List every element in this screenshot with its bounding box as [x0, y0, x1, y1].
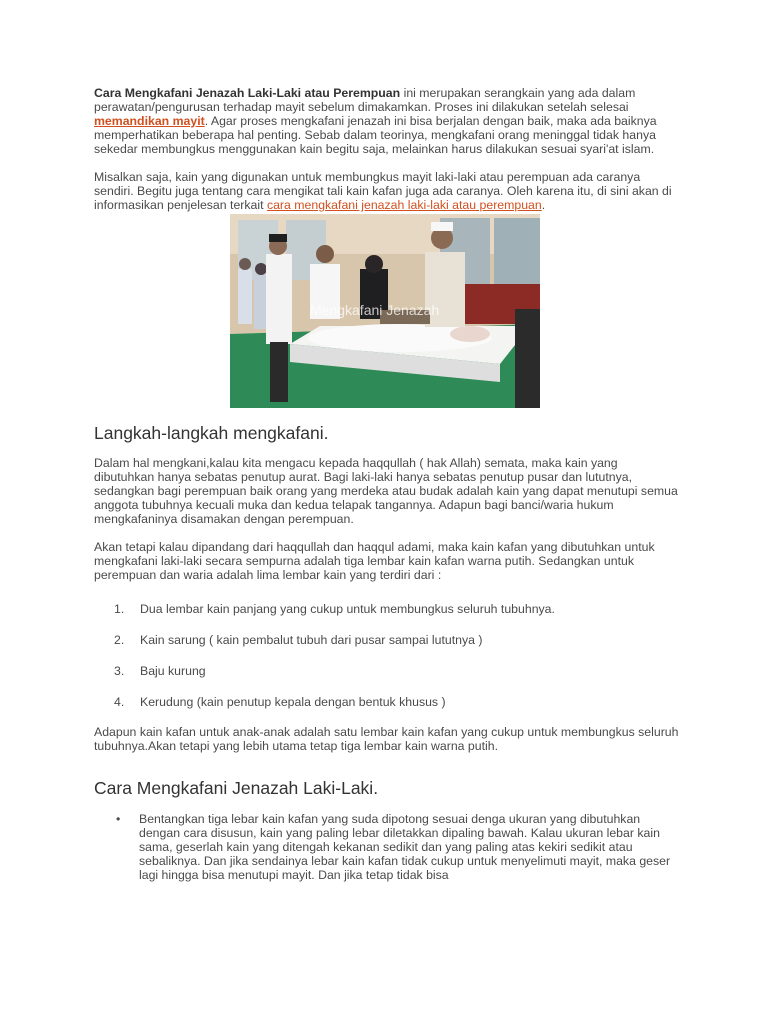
intro-paragraph [94, 86, 679, 156]
list-number: 1. [114, 602, 125, 616]
list-item [94, 602, 679, 616]
para2-end: . [541, 198, 546, 212]
kain-list [94, 602, 679, 709]
intro-text-a: ini merupakan serangkain yang ada dalam perawatan/pengurusan terhadap mayit sebelum dimakamkan. Proses ini dilakukan setelah selesai [94, 86, 636, 114]
list-text: Kain sarung ( kain pembalut tubuh dari pusar sampai lututnya ) [140, 633, 483, 647]
section-heading-langkah: Langkah-langkah mengkafani. [94, 423, 329, 443]
second-paragraph [94, 170, 679, 212]
list-item [94, 633, 679, 647]
list-number: 4. [114, 695, 125, 709]
list-text: Baju kurung [140, 664, 206, 678]
article-photo [230, 214, 540, 408]
list-item [94, 664, 679, 678]
steps-list [94, 812, 679, 882]
intro-text-b: . Agar proses mengkafani jenazah ini bisa berjalan dengan baik, maka ada baiknya memperhatikan beberapa hal penting. Sebab dalam teorinya, mengkafani orang meninggal tidak hanya sekedar membungkus menggunakan kain begitu saja, melainkan harus dilakukan sesuai syari'at islam. [94, 114, 657, 156]
list-number: 2. [114, 633, 125, 647]
photo-watermark: Mengkafani Jenazah [310, 302, 440, 318]
cara-mengkafani-link[interactable]: cara mengkafani jenazah laki-laki atau perempuan [266, 198, 542, 212]
list-text: Kerudung (kain penutup kepala dengan bentuk khusus ) [140, 695, 446, 709]
list-text: Dua lembar kain panjang yang cukup untuk membungkus seluruh tubuhnya. [140, 602, 555, 616]
list-number: 3. [114, 664, 125, 678]
para2-text: Misalkan saja, kain yang digunakan untuk membungkus mayit laki-laki atau perempuan ada caranya sendiri. Begitu juga tentang cara mengikat tali kain kafan juga ada caranya. Oleh karena itu, di sini akan di informasikan penjelesan terkait [94, 170, 672, 212]
section1-paragraph-2: Akan tetapi kalau dipandang dari haqqullah dan haqqul adami, maka kain kafan yang dibutuhkan untuk mengkafani laki-laki secara sempurna adalah tiga lembar kain kafan warna putih. Sedangkan untuk perempuan dan waria adalah lima lembar kain yang terdiri dari : [94, 540, 655, 582]
section-heading-laki-laki: Cara Mengkafani Jenazah Laki-Laki. [94, 778, 379, 798]
section1-paragraph-3: Adapun kain kafan untuk anak-anak adalah satu lembar kain kafan yang cukup untuk membungkus seluruh tubuhnya.Akan tetapi yang lebih utama tetap tiga lembar kain warna putih. [94, 725, 679, 753]
list-item [94, 695, 679, 709]
section1-paragraph-1: Dalam hal mengkani,kalau kita mengacu kepada haqqullah ( hak Allah) semata, maka kain yang dibutuhkan hanya sebatas penutup aurat. Bagi laki-laki hanya sebatas penutup pusar dan lututnya, sedangkan bagi perempuan baik orang yang merdeka atau budak adalah kain yang dapat menutupi semua anggota tubuhnya kecuali muka dan kedua telapak tangannya. Adapun bagi banci/waria hukum mengkafaninya disamakan dengan perempuan. [94, 456, 678, 526]
bullet-icon: • [116, 812, 121, 826]
intro-title: Cara Mengkafani Jenazah Laki-Laki atau Perempuan [94, 86, 401, 100]
article-body [94, 86, 679, 882]
list-text: Bentangkan tiga lebar kain kafan yang suda dipotong sesuai denga ukuran yang dibutuhkan dengan cara disusun, kain yang paling lebar diletakkan dipaling bawah. Kalau ukuran lebar kain sama, geserlah kain yang ditengah kekanan sedikit dan yang paling atas kekiri sedikit atau sebaliknya. Dan jika sendainya lebar kain kafan tidak cukup untuk menyelimuti mayit, maka geser lagi hingga bisa menutupi mayit. Dan jika tetap tidak bisa [139, 812, 671, 882]
list-item [94, 812, 679, 882]
memandikan-mayit-link[interactable]: memandikan mayit [94, 114, 205, 128]
